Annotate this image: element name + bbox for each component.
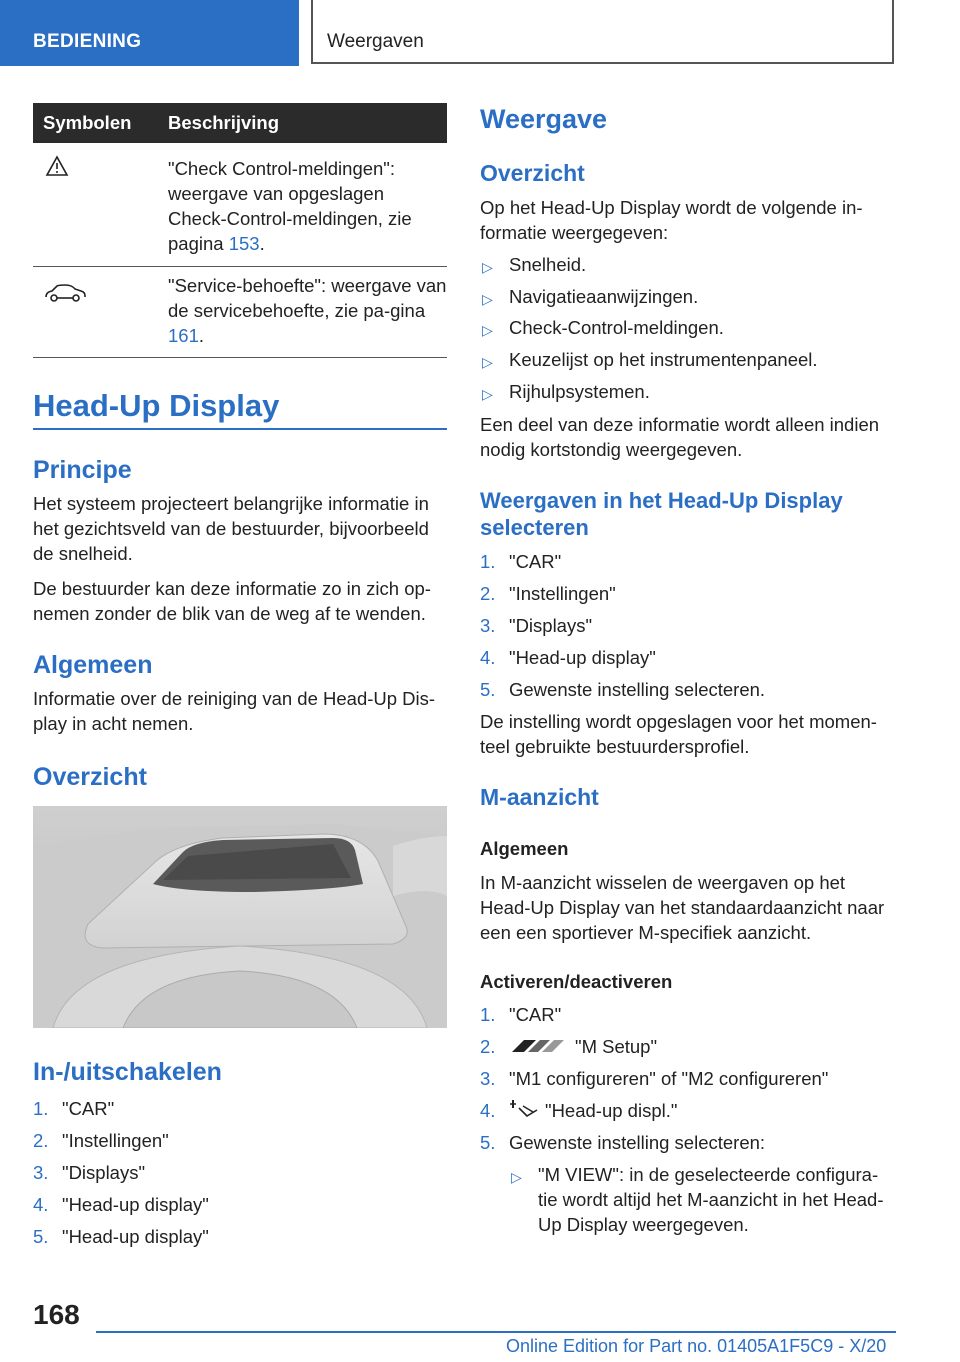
section-title: Head-Up Display <box>33 388 280 423</box>
title-rule <box>33 428 447 430</box>
chapter-tab <box>311 0 894 64</box>
principe-paragraph-2: De bestuurder kan deze informatie zo in zich op-nemen zonder de blik van de weg af te wenden. <box>33 578 431 624</box>
symbol-table <box>33 103 447 358</box>
page-link[interactable]: 153 <box>228 233 260 254</box>
heading-overzicht-right: Overzicht <box>480 160 585 186</box>
page-number: 168 <box>33 1299 80 1330</box>
heading-selecteren: Weergaven in het Head-Up Display selecteren <box>480 488 843 540</box>
heading-algemeen: Algemeen <box>33 651 153 679</box>
m-stripes-icon <box>510 1038 566 1054</box>
heading-m-aanzicht: M-aanzicht <box>480 784 599 810</box>
overzicht-outro: Een deel van deze informatie wordt alleen indien nodig kortstondig weergegeven. <box>480 414 880 460</box>
heading-in-uitschakelen: In-/uitschakelen <box>33 1058 222 1086</box>
chapter-label: Weergaven <box>327 31 424 52</box>
overzicht-intro: Op het Head-Up Display wordt de volgende in-formatie weergegeven: <box>480 197 863 243</box>
page-link[interactable]: 161 <box>168 325 199 346</box>
principe-paragraph-1: Het systeem projecteert belangrijke informatie in het gezichtsveld van de bestuurder, bijvoorbeeld de snelheid. <box>33 493 429 564</box>
m-algemeen-paragraph: In M-aanzicht wisselen de weergaven op het Head-Up Display van het standaardaanzicht naar een een sportiever M-specifiek aanzicht. <box>480 872 885 943</box>
table-row: "Service-behoefte": weergave van de servicebehoefte, zie pa-gina 161. <box>33 267 447 358</box>
selecteren-outro: De instelling wordt opgeslagen voor het momen-teel gebruikte bestuurdersprofiel. <box>480 711 877 757</box>
car-service-icon <box>43 283 87 303</box>
section-tab <box>0 0 299 66</box>
page-header <box>0 0 960 66</box>
hud-icon <box>509 1098 539 1120</box>
warning-triangle-icon <box>45 155 69 177</box>
table-row: "Check Control-meldingen": weergave van opgeslagen Check-Control-meldingen, zie pagina 153. <box>33 143 447 267</box>
heading-weergave: Weergave <box>480 104 608 134</box>
section-label: BEDIENING <box>33 31 142 52</box>
heading-overzicht: Overzicht <box>33 763 147 791</box>
heading-activeren: Activeren/deactiveren <box>480 971 673 992</box>
heading-principe: Principe <box>33 456 132 484</box>
table-header-description: Beschrijving <box>168 103 447 143</box>
algemeen-paragraph: Informatie over de reiniging van de Head-Up Dis-play in acht nemen. <box>33 688 436 734</box>
row-description: "Service-behoefte": weergave van de servicebehoefte, zie pa-gina <box>168 275 447 321</box>
footer-edition: Online Edition for Part no. 01405A1F5C9 - X/20 <box>506 1336 887 1356</box>
heading-m-algemeen: Algemeen <box>480 838 569 859</box>
footer-rule <box>96 1331 896 1333</box>
hud-photo <box>33 806 447 1028</box>
table-header-symbols: Symbolen <box>33 103 168 143</box>
row-description: "Check Control-meldingen": weergave van opgeslagen Check-Control-meldingen, zie pagina <box>168 158 412 254</box>
